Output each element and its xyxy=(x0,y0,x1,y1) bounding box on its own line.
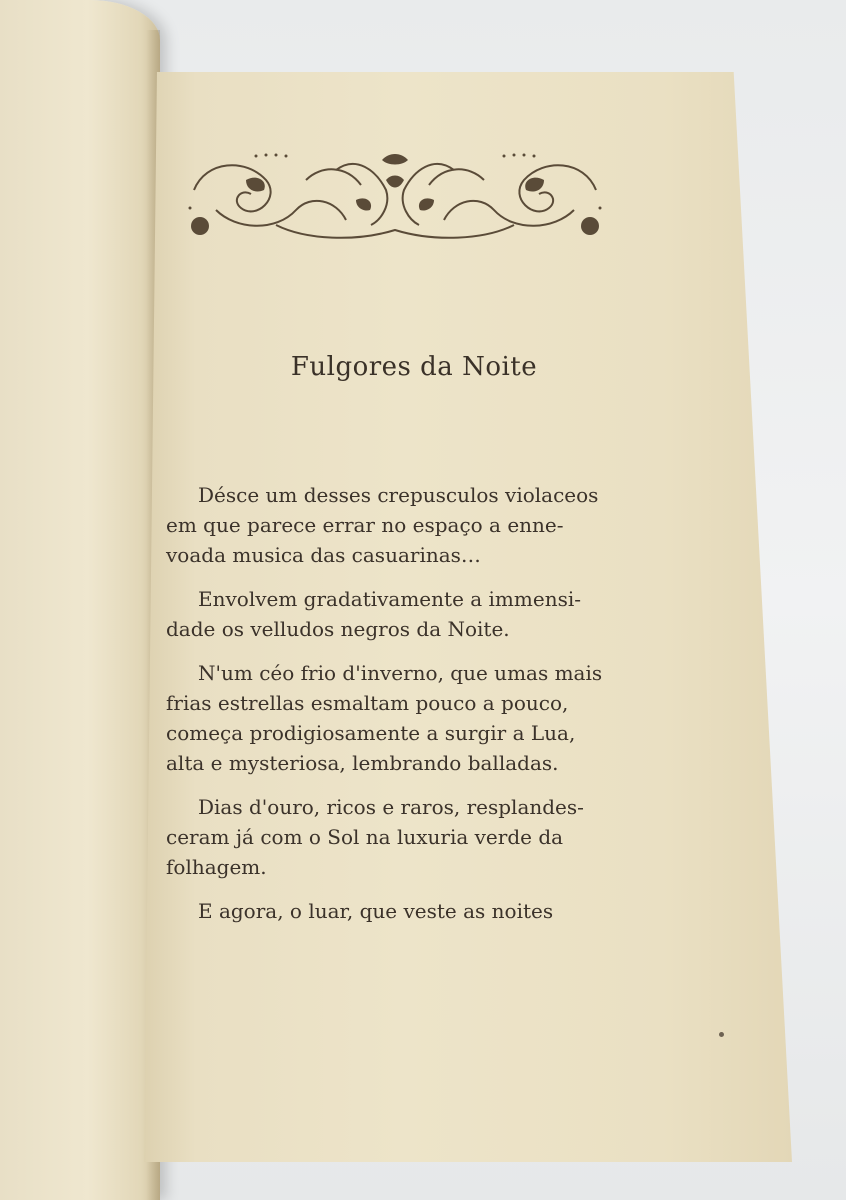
left-book-page xyxy=(0,0,160,1200)
text-line: ceram já com o Sol na luxuria verde da xyxy=(166,825,564,849)
headpiece-ornament xyxy=(186,150,604,246)
text-line: N'um céo frio d'inverno, que umas mais xyxy=(198,661,603,685)
page-content xyxy=(144,72,792,1162)
text-line: voada musica das casuarinas… xyxy=(166,543,481,567)
paper-speck xyxy=(719,1032,724,1037)
chapter-title: Fulgores da Noite xyxy=(290,352,538,382)
text-line: folhagem. xyxy=(166,855,267,879)
text-line: Envolvem gradativamente a immensi- xyxy=(198,587,581,611)
body-text xyxy=(166,480,656,926)
text-line: dade os velludos negros da Noite. xyxy=(166,617,510,641)
text-line: frias estrellas esmaltam pouco a pouco, xyxy=(166,691,569,715)
text-line: em que parece errar no espaço a enne- xyxy=(166,513,564,537)
text-line: Dias d'ouro, ricos e raros, resplandes- xyxy=(198,795,584,819)
text-line: alta e mysteriosa, lembrando balladas. xyxy=(166,751,559,775)
text-line: E agora, o luar, que veste as noites xyxy=(198,899,554,923)
text-line: começa prodigiosamente a surgir a Lua, xyxy=(166,721,576,745)
text-line: Désce um desses crepusculos violaceos xyxy=(198,483,599,507)
